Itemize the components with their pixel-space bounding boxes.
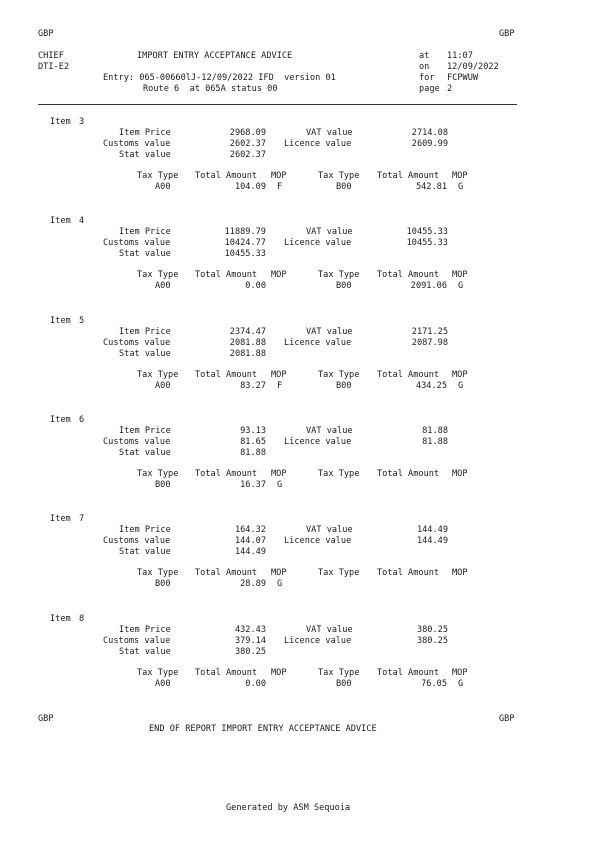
tax-mop: G xyxy=(458,281,464,291)
tax-mop: G xyxy=(277,480,283,490)
tax-type-header: Tax Type xyxy=(318,668,360,678)
generated-by: Generated by ASM Sequoia xyxy=(226,803,351,813)
system-name: CHIEF xyxy=(38,51,64,61)
customs-value: 379.14 xyxy=(234,636,266,646)
total-amount-header: Total Amount xyxy=(195,171,258,181)
mop-header: MOP xyxy=(271,270,287,280)
customs-value: 81.65 xyxy=(240,437,266,447)
tax-type-header: Tax Type xyxy=(137,370,179,380)
item-price-value: 164.32 xyxy=(234,525,266,535)
vat-value: 10455.33 xyxy=(406,227,448,237)
end-of-report: END OF REPORT IMPORT ENTRY ACCEPTANCE ADVICE xyxy=(149,724,377,734)
item-label: Item xyxy=(50,216,71,226)
customs-value: 10424.77 xyxy=(224,238,266,248)
licence-value-label: Licence value xyxy=(284,636,352,646)
item-price-label: Item Price xyxy=(119,227,171,237)
at-label: at xyxy=(419,51,430,61)
tax-type-code: A00 xyxy=(155,679,171,689)
stat-value: 380.25 xyxy=(234,647,266,657)
tax-type-code: B00 xyxy=(336,182,352,192)
item-price-label: Item Price xyxy=(119,327,171,337)
tax-type-code: A00 xyxy=(155,381,171,391)
for-value: FCPWUW xyxy=(447,73,479,83)
mop-header: MOP xyxy=(271,668,287,678)
item-price-label: Item Price xyxy=(119,525,171,535)
item-price-value: 2374.47 xyxy=(229,327,266,337)
item-price-label: Item Price xyxy=(119,426,171,436)
total-amount-header: Total Amount xyxy=(195,668,258,678)
item-label: Item xyxy=(50,117,71,127)
vat-value: 144.49 xyxy=(416,525,448,535)
stat-value: 10455.33 xyxy=(224,249,266,259)
tax-mop: G xyxy=(458,381,464,391)
total-amount-header: Total Amount xyxy=(195,270,258,280)
department-code: DTI-E2 xyxy=(38,62,70,72)
tax-type-code: B00 xyxy=(336,281,352,291)
page-label: page xyxy=(419,84,440,94)
vat-value-label: VAT value xyxy=(306,525,353,535)
mop-header: MOP xyxy=(452,469,468,479)
licence-value-label: Licence value xyxy=(284,338,352,348)
tax-amount: 0.00 xyxy=(245,679,266,689)
stat-value-label: Stat value xyxy=(119,448,171,458)
vat-value-label: VAT value xyxy=(306,327,353,337)
total-amount-header: Total Amount xyxy=(377,668,440,678)
licence-value: 10455.33 xyxy=(406,238,448,248)
header-divider xyxy=(38,104,517,105)
customs-value: 2602.37 xyxy=(229,139,266,149)
licence-value-label: Licence value xyxy=(284,238,352,248)
vat-value: 2171.25 xyxy=(411,327,448,337)
vat-value-label: VAT value xyxy=(306,227,353,237)
on-label: on xyxy=(419,62,430,72)
vat-value-label: VAT value xyxy=(306,128,353,138)
licence-value-label: Licence value xyxy=(284,536,352,546)
for-label: for xyxy=(419,73,435,83)
licence-value-label: Licence value xyxy=(284,139,352,149)
item-price-value: 2968.09 xyxy=(229,128,266,138)
tax-amount: 76.05 xyxy=(421,679,447,689)
vat-value: 380.25 xyxy=(416,625,448,635)
currency-tag-right: GBP xyxy=(499,29,515,39)
mop-header: MOP xyxy=(452,270,468,280)
tax-mop: G xyxy=(458,182,464,192)
stat-value-label: Stat value xyxy=(119,150,171,160)
tax-type-code: A00 xyxy=(155,281,171,291)
stat-value-label: Stat value xyxy=(119,349,171,359)
total-amount-header: Total Amount xyxy=(377,171,440,181)
total-amount-header: Total Amount xyxy=(195,568,258,578)
mop-header: MOP xyxy=(271,568,287,578)
mop-header: MOP xyxy=(452,171,468,181)
tax-type-code: A00 xyxy=(155,182,171,192)
tax-mop: F xyxy=(277,381,283,391)
tax-type-header: Tax Type xyxy=(137,469,179,479)
item-label: Item xyxy=(50,316,71,326)
tax-type-header: Tax Type xyxy=(137,568,179,578)
tax-mop: G xyxy=(277,579,283,589)
customs-value-label: Customs value xyxy=(103,238,171,248)
tax-amount: 2091.06 xyxy=(410,281,447,291)
currency-tag-left: GBP xyxy=(38,29,54,39)
vat-value: 81.88 xyxy=(422,426,448,436)
item-label: Item xyxy=(50,514,71,524)
tax-type-header: Tax Type xyxy=(137,171,179,181)
stat-value-label: Stat value xyxy=(119,249,171,259)
report-date: 12/09/2022 xyxy=(447,62,499,72)
tax-amount: 542.81 xyxy=(415,182,447,192)
stat-value-label: Stat value xyxy=(119,647,171,657)
item-number: 8 xyxy=(79,614,85,624)
total-amount-header: Total Amount xyxy=(377,568,440,578)
vat-value-label: VAT value xyxy=(306,426,353,436)
tax-type-header: Tax Type xyxy=(137,668,179,678)
item-price-label: Item Price xyxy=(119,625,171,635)
tax-type-header: Tax Type xyxy=(137,270,179,280)
mop-header: MOP xyxy=(271,469,287,479)
item-price-value: 432.43 xyxy=(234,625,266,635)
tax-type-header: Tax Type xyxy=(318,568,360,578)
stat-value-label: Stat value xyxy=(119,547,171,557)
tax-amount: 16.37 xyxy=(240,480,266,490)
item-number: 4 xyxy=(79,216,85,226)
customs-value: 144.07 xyxy=(234,536,266,546)
customs-value-label: Customs value xyxy=(103,636,171,646)
tax-mop: F xyxy=(277,182,283,192)
customs-value-label: Customs value xyxy=(103,536,171,546)
mop-header: MOP xyxy=(452,668,468,678)
total-amount-header: Total Amount xyxy=(195,469,258,479)
tax-type-header: Tax Type xyxy=(318,270,360,280)
item-number: 6 xyxy=(79,415,85,425)
total-amount-header: Total Amount xyxy=(377,469,440,479)
licence-value: 2609.99 xyxy=(411,139,448,149)
stat-value: 2081.88 xyxy=(229,349,266,359)
route-line: Route 6 at 065A status 00 xyxy=(143,84,278,94)
item-number: 5 xyxy=(79,316,85,326)
mop-header: MOP xyxy=(452,370,468,380)
customs-value: 2081.88 xyxy=(229,338,266,348)
total-amount-header: Total Amount xyxy=(377,270,440,280)
page-number: 2 xyxy=(447,84,453,94)
licence-value: 2087.98 xyxy=(411,338,448,348)
item-number: 3 xyxy=(79,117,85,127)
mop-header: MOP xyxy=(271,370,287,380)
footer-currency-tag-left: GBP xyxy=(38,714,54,724)
tax-amount: 104.09 xyxy=(234,182,266,192)
licence-value: 380.25 xyxy=(416,636,448,646)
mop-header: MOP xyxy=(452,568,468,578)
item-price-value: 11889.79 xyxy=(224,227,266,237)
licence-value-label: Licence value xyxy=(284,437,352,447)
tax-type-header: Tax Type xyxy=(318,370,360,380)
item-price-label: Item Price xyxy=(119,128,171,138)
licence-value: 144.49 xyxy=(416,536,448,546)
vat-value-label: VAT value xyxy=(306,625,353,635)
tax-amount: 0.00 xyxy=(245,281,266,291)
customs-value-label: Customs value xyxy=(103,338,171,348)
customs-value-label: Customs value xyxy=(103,139,171,149)
stat-value: 81.88 xyxy=(240,448,266,458)
report-title: IMPORT ENTRY ACCEPTANCE ADVICE xyxy=(137,51,293,61)
total-amount-header: Total Amount xyxy=(377,370,440,380)
item-price-value: 93.13 xyxy=(240,426,266,436)
tax-type-code: B00 xyxy=(155,579,171,589)
customs-value-label: Customs value xyxy=(103,437,171,447)
entry-line: Entry: 065-00660lJ-12/09/2022 IFD version 01 xyxy=(103,73,336,83)
tax-type-header: Tax Type xyxy=(318,171,360,181)
stat-value: 144.49 xyxy=(234,547,266,557)
tax-amount: 83.27 xyxy=(240,381,266,391)
total-amount-header: Total Amount xyxy=(195,370,258,380)
tax-type-code: B00 xyxy=(336,381,352,391)
tax-type-header: Tax Type xyxy=(318,469,360,479)
report-time: 11:07 xyxy=(447,51,473,61)
mop-header: MOP xyxy=(271,171,287,181)
tax-amount: 434.25 xyxy=(415,381,447,391)
footer-currency-tag-right: GBP xyxy=(499,714,515,724)
item-label: Item xyxy=(50,614,71,624)
tax-amount: 28.89 xyxy=(240,579,266,589)
tax-type-code: B00 xyxy=(336,679,352,689)
tax-type-code: B00 xyxy=(155,480,171,490)
tax-mop: G xyxy=(458,679,464,689)
item-label: Item xyxy=(50,415,71,425)
licence-value: 81.88 xyxy=(422,437,448,447)
vat-value: 2714.08 xyxy=(411,128,448,138)
item-number: 7 xyxy=(79,514,85,524)
stat-value: 2602.37 xyxy=(229,150,266,160)
